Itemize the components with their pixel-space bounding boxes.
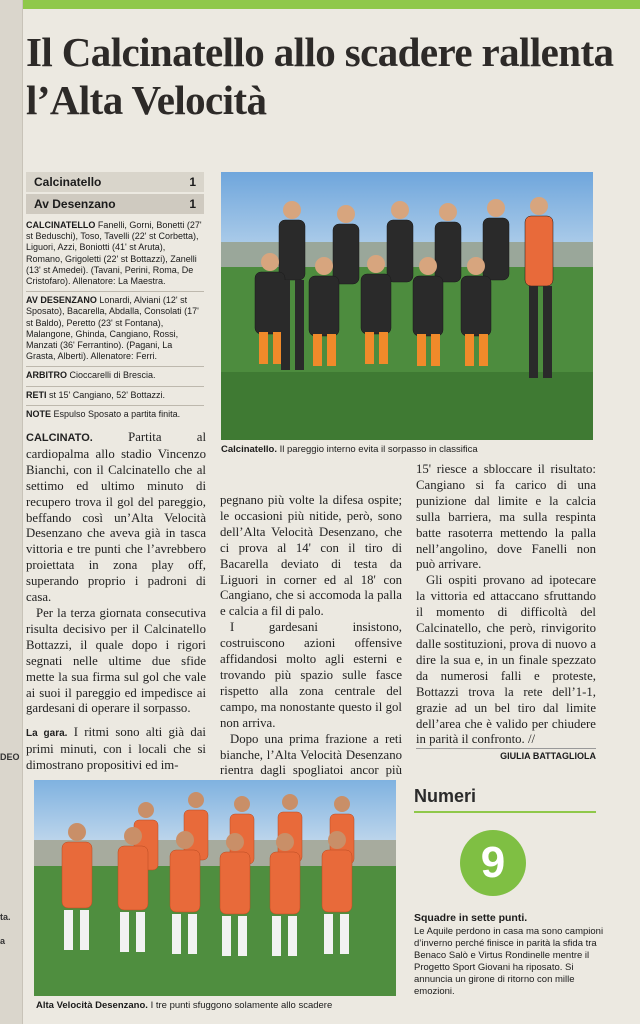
lineup-text: Lonardi, Alviani (12' st Sposato), Bacarella, Abdalla, Consolati (17' st Baldo), Peretto (23' st Fontana), Malangone, Ghinda, Cangiano, Rossi, Manzati (36' Ferrantino). (Pagani, La Grasta, Alberti). Allenatore: Ferri. — [26, 295, 199, 362]
page-divider — [22, 0, 23, 1024]
article-paragraph: Per la terza giornata consecutiva risulta decisivo per il Calcinatello Bottazzi, il quale dopo i rigori segnati nelle ultime due sfide mette la sua firma sul gol che vale ai suoi il pareggio ed impedisce ai gardesani di operare il sorpasso. — [26, 605, 206, 716]
lineup-desenzano — [26, 291, 204, 362]
photo2-caption — [36, 1000, 406, 1012]
team-photo-desenzano-image — [34, 780, 396, 996]
referee-label: ARBITRO — [26, 370, 67, 381]
article-paragraph — [26, 725, 206, 774]
home-goals: 1 — [189, 175, 196, 189]
goals-label: RETI — [26, 389, 47, 400]
photo2-caption-bold: Alta Velocità Desenzano. — [36, 1000, 148, 1011]
article-paragraph: Dopo una prima frazione a reti bianche, l’Alta Velocità Desenzano rientra dagli spogliatoi ancor più — [220, 731, 402, 778]
photo2-caption-text: I tre punti sfuggono solamente allo scadere — [150, 1000, 333, 1011]
numbers-badge: 9 — [460, 830, 526, 896]
team-photo-desenzano — [34, 780, 396, 996]
notes-line — [26, 405, 204, 420]
referee-line — [26, 366, 204, 381]
referee-text: Cioccarelli di Brescia. — [69, 370, 156, 381]
photo1-caption-bold: Calcinatello. — [221, 444, 277, 455]
team-photo-calcinatello — [221, 172, 593, 440]
away-goals: 1 — [189, 197, 196, 211]
goals-text: st 15' Cangiano, 52' Bottazzi. — [49, 389, 166, 400]
score-row-home — [26, 172, 204, 194]
article-paragraph: pegnano più volte la difesa ospite; le occasioni più nitide, però, sono dell’Alta Velocità Desenzano, che ci prova al 14' con il tiro di Bacarella deviato di testa da Liguori in corner ed al 18' con Cangiano, che si accomoda la palla e calcia a fil di palo. — [220, 493, 402, 619]
article-column-3 — [416, 462, 596, 748]
top-color-bar — [0, 0, 640, 9]
edge-fragment-2: ta. — [0, 912, 11, 922]
home-team: Calcinatello — [34, 175, 102, 189]
dateline: CALCINATO. — [26, 432, 93, 444]
photo1-caption-text: Il pareggio interno evita il sorpasso in classifica — [279, 444, 478, 455]
score-row-away — [26, 194, 204, 216]
notes-text: Espulso Sposato a partita finita. — [53, 408, 181, 419]
lineups-box — [26, 220, 204, 423]
author-signature: GIULIA BATTAGLIOLA — [416, 748, 596, 761]
lineup-calcinatello — [26, 220, 204, 287]
paragraph-text: I ritmi sono alti già dai primi minuti, con i locali che si dimostrano propositivi ed im- — [26, 725, 206, 773]
article-column-2 — [220, 493, 402, 795]
paragraph-text: Partita al cardiopalma allo stadio Vincenzo Bianchi, con il Calcinatello che al settimo ed ultimo minuto di recupero trova il gol del pareggio, beffando così un’Alta Velocità Desenzano che aveva già in tasca vittoria e tre punti che l’avrebbero proiettata in zona play off, superando proprio i padroni di casa. — [26, 430, 207, 605]
team-photo-calcinatello-image — [221, 172, 593, 440]
subhead: La gara. — [26, 728, 68, 740]
article-paragraph: Gli ospiti provano ad ipotecare la vittoria ed attaccano sfruttando il momento di difficoltà del Calcinatello, che però, rinvigorito dalle sostituzioni, prova di nuovo a dire la sua e, in un finale spezzato da numerosi falli e proteste, Bottazzi trova la rete dell’1-1, grazie ad un bel tiro dal limite dell’area che è valido per chiudere in parità il confronto. // — [416, 573, 596, 747]
article-paragraph: 15' riesce a sbloccare il risultato: Cangiano si fa carico di una punizione dal limite e la calcia sulla barriera, ma sulla respinta batte rasoterra mettendo la palla nell’angolino, dove Fanelli non può arrivare. — [416, 462, 596, 572]
numbers-heading: Numeri — [414, 786, 596, 813]
adjacent-page-strip — [0, 0, 22, 1024]
edge-fragment-3: a — [0, 936, 6, 946]
lineup-text: Fanelli, Gorni, Bonetti (27' st Beduschi), Toso, Tavelli (22' st Corbetta), Liguori, Azzi, Boniotti (41' st Aruta), Romano, Grigoletti (22' st Bottazzi), Zanelli (13' st Amedei). (Tavani, Perini, Roma, De Cristofaro). Allenatore: La Maestra. — [26, 220, 202, 287]
headline: Il Calcinatello allo scadere rallenta l’Alta Velocità — [26, 29, 614, 123]
article-paragraph — [26, 430, 206, 606]
away-team: Av Desenzano — [34, 197, 116, 211]
article-paragraph: I gardesani insistono, costruiscono azioni offensive affidandosi molto agli esterni e trovando più spazio sulle fasce rispetto alla zona centrale del campo, ma nonostante questo il gol non arriva. — [220, 620, 402, 730]
numbers-title: Squadre in sette punti. — [414, 912, 528, 924]
lineup-label: CALCINATELLO — [26, 220, 96, 230]
edge-fragment-1: DEO — [0, 752, 20, 762]
score-box — [26, 172, 204, 216]
numbers-text: Le Aquile perdono in casa ma sono campioni d’inverno perché finisce in parità la sfida tra Benaco Salò e Virtus Rondinelle mentre il Progetto Sport Giovani ha riposato. Si annuncia un girone di ritorno con mille emozioni. — [414, 926, 604, 997]
article-column-1 — [26, 430, 206, 774]
lineup-label: AV DESENZANO — [26, 295, 97, 306]
photo1-caption — [221, 444, 593, 456]
goals-line — [26, 386, 204, 401]
notes-label: NOTE — [26, 408, 52, 419]
